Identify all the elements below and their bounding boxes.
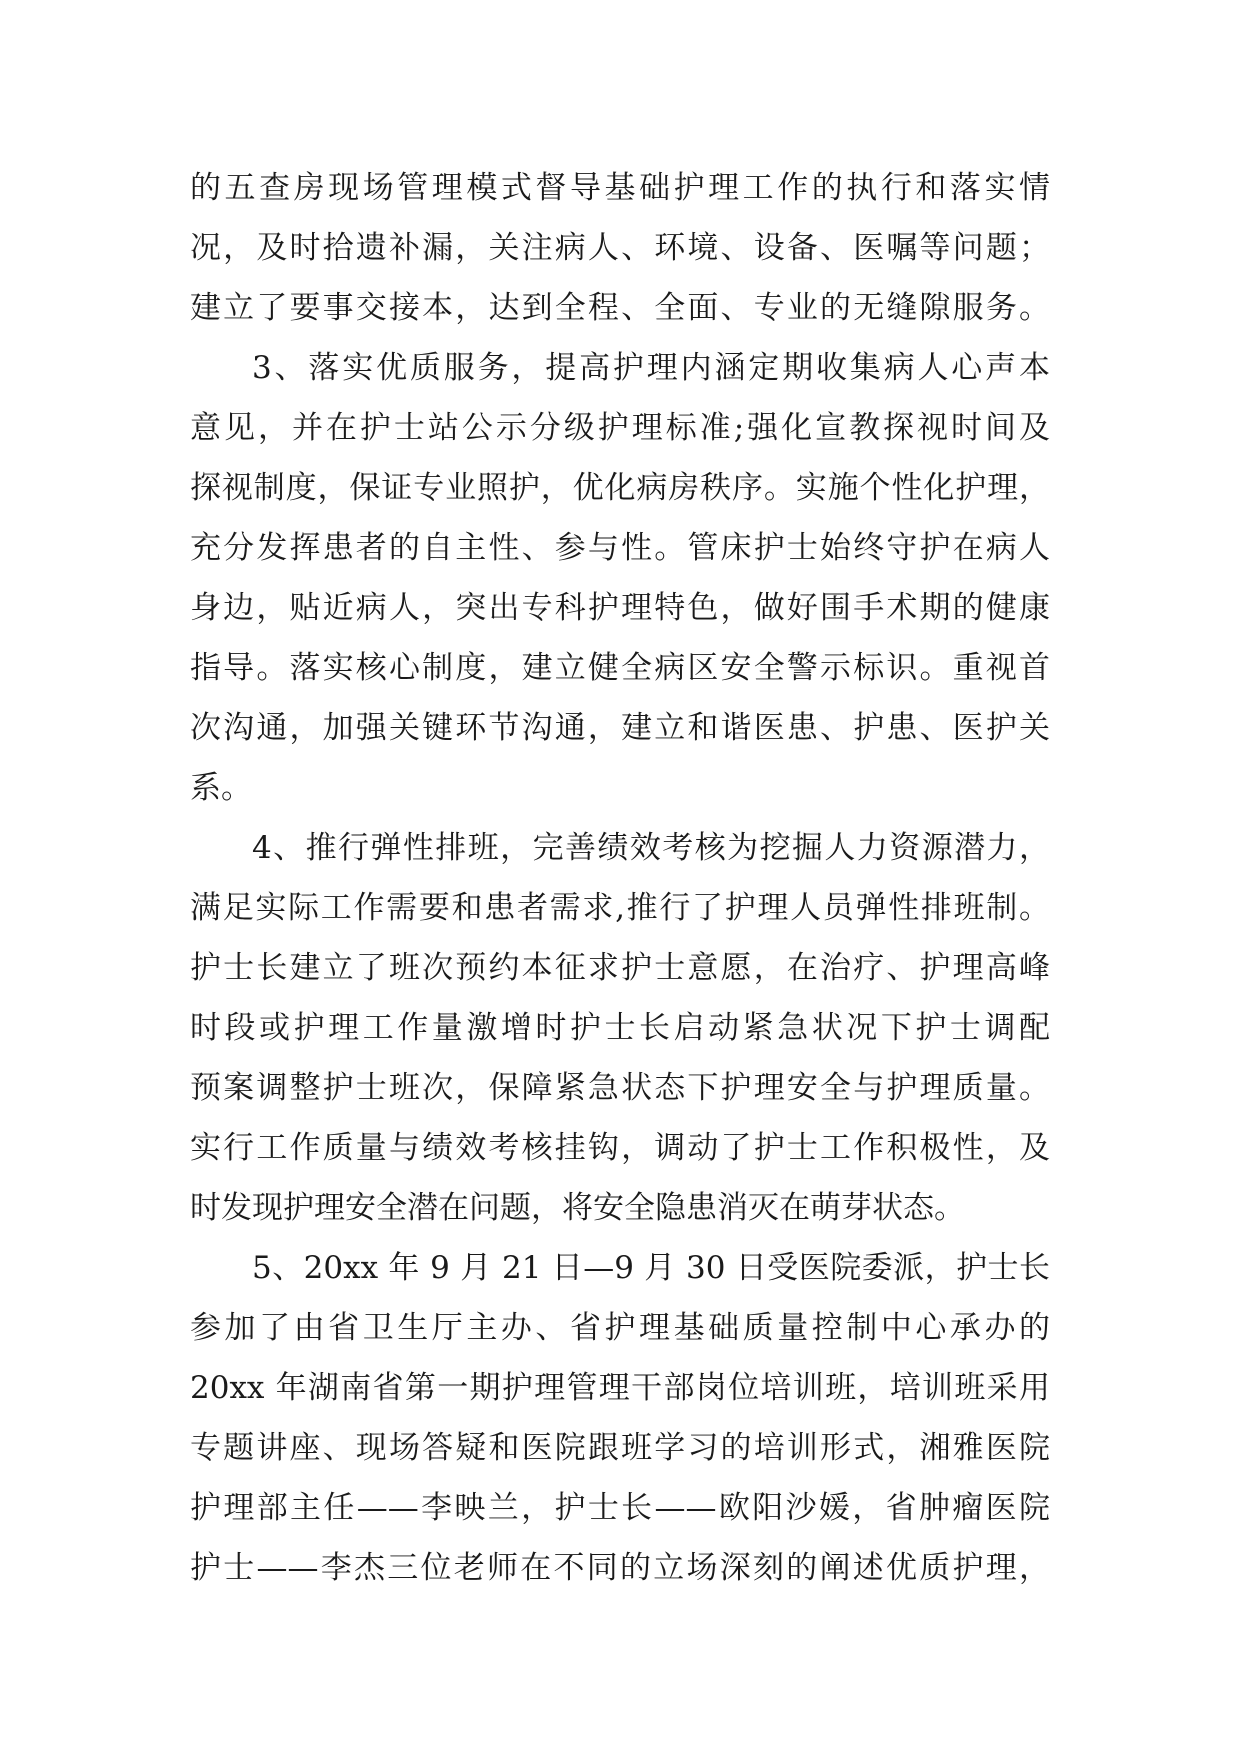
text-line: 时段或护理工作量激增时护士长启动紧急状况下护士调配 [190, 1010, 1050, 1046]
text-line: 护士——李杰三位老师在不同的立场深刻的阐述优质护理， [190, 1550, 1050, 1586]
text-line: 的五查房现场管理模式督导基础护理工作的执行和落实情 [190, 170, 1050, 206]
text-line: 实行工作质量与绩效考核挂钩，调动了护士工作积极性，及 [190, 1130, 1050, 1166]
text-line: 时发现护理安全潜在问题，将安全隐患消灭在萌芽状态。 [190, 1190, 965, 1226]
text-line: 专题讲座、现场答疑和医院跟班学习的培训形式，湘雅医院 [190, 1430, 1050, 1466]
text-line: 满足实际工作需要和患者需求,推行了护理人员弹性排班制。 [190, 890, 1050, 926]
paragraph-5-start: 5、20xx 年 9 月 21 日—9 月 30 日受医院委派，护士长 [252, 1250, 1050, 1286]
text-line: 建立了要事交接本，达到全程、全面、专业的无缝隙服务。 [190, 290, 1050, 326]
text-line: 预案调整护士班次，保障紧急状态下护理安全与护理质量。 [190, 1070, 1050, 1106]
text-line: 况，及时拾遗补漏，关注病人、环境、设备、医嘱等问题； [190, 230, 1050, 266]
text-line: 参加了由省卫生厅主办、省护理基础质量控制中心承办的 [190, 1310, 1050, 1346]
text-line: 系。 [190, 770, 252, 806]
text-line: 探视制度，保证专业照护，优化病房秩序。实施个性化护理， [190, 470, 1050, 506]
text-line: 20xx 年湖南省第一期护理管理干部岗位培训班，培训班采用 [190, 1370, 1050, 1406]
text-line: 身边，贴近病人，突出专科护理特色，做好围手术期的健康 [190, 590, 1050, 626]
text-line: 护理部主任——李映兰，护士长——欧阳沙媛，省肿瘤医院 [190, 1490, 1050, 1526]
text-line: 充分发挥患者的自主性、参与性。管床护士始终守护在病人 [190, 530, 1050, 566]
text-line: 意见，并在护士站公示分级护理标准;强化宣教探视时间及 [190, 410, 1050, 446]
text-line: 指导。落实核心制度，建立健全病区安全警示标识。重视首 [190, 650, 1050, 686]
paragraph-3-start: 3、落实优质服务，提高护理内涵定期收集病人心声本 [252, 350, 1050, 386]
paragraph-4-start: 4、推行弹性排班，完善绩效考核为挖掘人力资源潜力， [252, 830, 1050, 866]
text-line: 护士长建立了班次预约本征求护士意愿，在治疗、护理高峰 [190, 950, 1050, 986]
text-line: 次沟通，加强关键环节沟通，建立和谐医患、护患、医护关 [190, 710, 1050, 746]
